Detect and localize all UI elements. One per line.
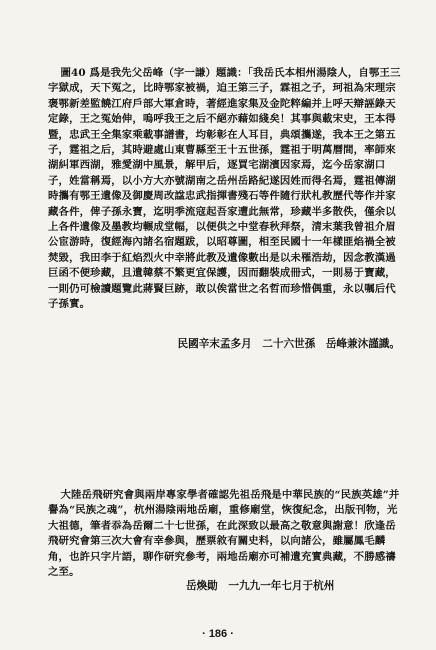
inscription-transcription [48,66,402,313]
inscription-signature: 民國辛末孟多月 二十六世孫 岳峰兼沐謹識。 [177,338,400,350]
author-note [48,488,402,580]
author-note-paragraph: 大陸岳飛研究會與兩岸專家學者確認先祖岳飛是中華民族的“民族英雄”并譽為“民族之魂”，杭州湯陰兩地岳廟，重修廟堂，恢復紀念，出版刊物，光大祖德，筆者忝為岳爾二十七世孫，在此深致以最高之敬意與謝意！欣逢岳飛研究會第三次大會有幸參與，歷票敘有關史料，以向諸公，雖屬鳳毛麟角，也許只字片語，聊作研究參考，兩地岳廟亦可補遺充實典藏，不勝感禱之至。 [48,489,400,579]
author-signature: 岳煥勛 一九九一年七月于杭州 [186,580,335,592]
inscription-paragraph: 圖40 爲是我先父岳峰（字一謙）題識：「我岳氏本相州湯陰人，自鄂王三字獄成，天下冤之，比時鄂家被禍，迫王第三子，霖祖之子，珂祖為宋理宗褒鄂新差監饒江府戶部大軍倉時，著經進家集及金陀粹編并上呼天辯誣錄天定錄，王之冤始伸，嗚呼我王之后不絕亦藉如綫矣！其事與載宋史，王本得暨，忠武王全集家乘載事譜書，均彰彰在人耳目，典頌攜遂，我本王之第五子，霆祖之后，其時避處山東曹縣至王十五世孫，霆祖于明萬曆間，率師來湖糾軍西湖，雅愛湖中風景，解甲后，逐買宅湖濱因家焉，迄今岳家湖口子，姓當稱焉，以小方大亦號湖南之岳州岳路紀遂因姓而得名焉，霆祖傳湖時攜有鄂王遺像及御慶周改諡忠武指揮書殘石等件隨行狀札教歷代等作并家藏各件，俾子孫永寶，迄明季流寇起吾家遭此無常，珍藏半多散佚，僅余以上各件遺像及墨教均輾成堂幅，以便供之中堂春秋拜祭，清末葉我曾祖介眉公宦游時，復經海內諸名宿題跋，以昭尊圖，相至民國十一年樣匪焰禍全被焚毀，我田李于紅焰烈火中幸將此教及遺像數出是以未罹浩劫，因念教漢過巨函不便珍藏，且遺韓蔡不繁更宜保護，因而翻裝成冊式，一則易于寶藏，一則仍可檢讀題覽此蔣賢巨跡，敢以俟當世之名哲而珍惜偶重，永以嘱后代子孫實。 [48,67,401,311]
page-number: · 186 · [202,628,234,640]
